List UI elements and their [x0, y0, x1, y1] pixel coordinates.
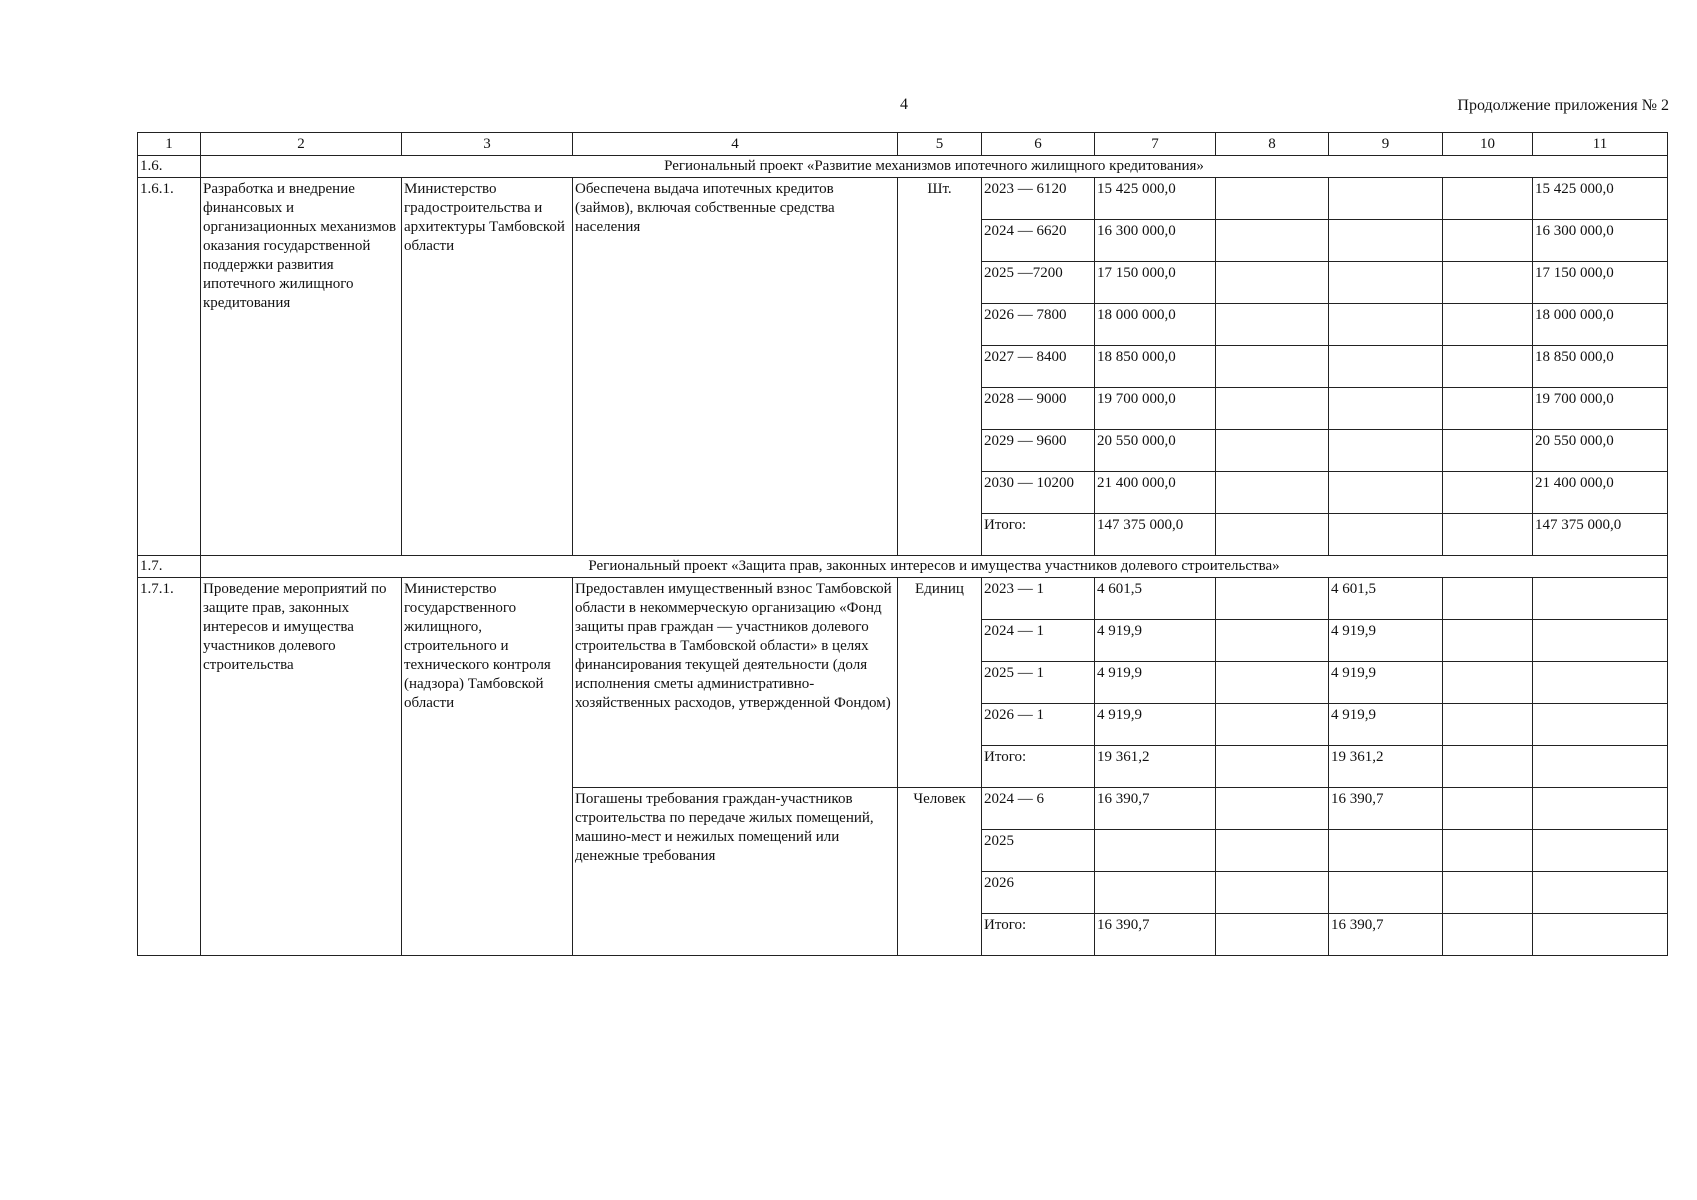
amount-col11: 16 300 000,0	[1533, 220, 1668, 262]
amount-col11: 18 000 000,0	[1533, 304, 1668, 346]
unit: Шт.	[898, 178, 982, 556]
amount-col8	[1216, 514, 1329, 556]
amount-col9	[1329, 514, 1443, 556]
amount-col7: 18 850 000,0	[1095, 346, 1216, 388]
page-number: 4	[900, 96, 908, 113]
amount-col9	[1329, 304, 1443, 346]
program-table	[137, 132, 1668, 956]
amount-col10	[1443, 578, 1533, 620]
activity-name: Разработка и внедрение финансовых и организационных механизмов оказания государственной поддержки развития ипотечного жилищного кредитования	[201, 178, 402, 556]
amount-col7	[1095, 830, 1216, 872]
amount-col9: 4 919,9	[1329, 662, 1443, 704]
amount-col11	[1533, 704, 1668, 746]
amount-col7: 19 361,2	[1095, 746, 1216, 788]
amount-col7: 147 375 000,0	[1095, 514, 1216, 556]
amount-col9	[1329, 346, 1443, 388]
amount-col8	[1216, 872, 1329, 914]
result-description: Предоставлен имущественный взнос Тамбовской области в некоммерческую организацию «Фонд защиты прав граждан — участников долевого строительства в Тамбовской области» в целях финансирования текущей деятельности (доля исполнения сметы административно-хозяйственных расходов, утвержденной Фондом)	[573, 578, 898, 788]
amount-col7: 4 919,9	[1095, 704, 1216, 746]
indicator-value: 2024 — 6620	[982, 220, 1095, 262]
amount-col9	[1329, 220, 1443, 262]
amount-col10	[1443, 746, 1533, 788]
amount-col11: 15 425 000,0	[1533, 178, 1668, 220]
indicator-value: Итого:	[982, 914, 1095, 956]
amount-col8	[1216, 178, 1329, 220]
header-cell: 3	[402, 133, 573, 156]
amount-col9: 19 361,2	[1329, 746, 1443, 788]
amount-col10	[1443, 220, 1533, 262]
indicator-value: 2025 — 1	[982, 662, 1095, 704]
amount-col11	[1533, 578, 1668, 620]
amount-col10	[1443, 662, 1533, 704]
amount-col10	[1443, 704, 1533, 746]
unit: Человек	[898, 788, 982, 956]
amount-col11	[1533, 914, 1668, 956]
header-cell: 2	[201, 133, 402, 156]
indicator-value: 2024 — 1	[982, 620, 1095, 662]
amount-col8	[1216, 746, 1329, 788]
amount-col11: 17 150 000,0	[1533, 262, 1668, 304]
header-cell: 11	[1533, 133, 1668, 156]
amount-col8	[1216, 578, 1329, 620]
indicator-value: 2030 — 10200	[982, 472, 1095, 514]
amount-col8	[1216, 662, 1329, 704]
amount-col10	[1443, 620, 1533, 662]
amount-col10	[1443, 304, 1533, 346]
indicator-value: 2025 —7200	[982, 262, 1095, 304]
amount-col8	[1216, 620, 1329, 662]
result-description: Обеспечена выдача ипотечных кредитов (займов), включая собственные средства населения	[573, 178, 898, 556]
amount-col9: 4 919,9	[1329, 704, 1443, 746]
row-number: 1.6.1.	[138, 178, 201, 556]
indicator-value: 2024 — 6	[982, 788, 1095, 830]
amount-col8	[1216, 472, 1329, 514]
amount-col11	[1533, 788, 1668, 830]
amount-col11: 19 700 000,0	[1533, 388, 1668, 430]
amount-col8	[1216, 304, 1329, 346]
header-cell: 4	[573, 133, 898, 156]
amount-col10	[1443, 472, 1533, 514]
section-number: 1.7.	[138, 556, 201, 578]
amount-col10	[1443, 346, 1533, 388]
activity-name: Проведение мероприятий по защите прав, законных интересов и имущества участников долевого строительства	[201, 578, 402, 956]
header-cell: 9	[1329, 133, 1443, 156]
header-cell: 6	[982, 133, 1095, 156]
header-row	[138, 133, 1668, 156]
amount-col8	[1216, 914, 1329, 956]
amount-col7: 16 390,7	[1095, 914, 1216, 956]
header-cell: 5	[898, 133, 982, 156]
amount-col10	[1443, 914, 1533, 956]
amount-col10	[1443, 514, 1533, 556]
amount-col8	[1216, 788, 1329, 830]
header-cell: 8	[1216, 133, 1329, 156]
indicator-value: 2027 — 8400	[982, 346, 1095, 388]
amount-col11: 20 550 000,0	[1533, 430, 1668, 472]
amount-col7: 19 700 000,0	[1095, 388, 1216, 430]
continuation-label: Продолжение приложения № 2	[1457, 97, 1669, 114]
amount-col8	[1216, 220, 1329, 262]
indicator-value: 2025	[982, 830, 1095, 872]
amount-col8	[1216, 830, 1329, 872]
amount-col9	[1329, 472, 1443, 514]
amount-col7: 4 601,5	[1095, 578, 1216, 620]
row-number: 1.7.1.	[138, 578, 201, 956]
amount-col7: 20 550 000,0	[1095, 430, 1216, 472]
header-cell: 7	[1095, 133, 1216, 156]
amount-col8	[1216, 388, 1329, 430]
header-cell: 1	[138, 133, 201, 156]
amount-col7: 17 150 000,0	[1095, 262, 1216, 304]
amount-col10	[1443, 872, 1533, 914]
amount-col11	[1533, 830, 1668, 872]
section-row	[138, 556, 1668, 578]
result-description: Погашены требования граждан-участников строительства по передаче жилых помещений, машино-мест и нежилых помещений или денежные требования	[573, 788, 898, 956]
amount-col10	[1443, 830, 1533, 872]
amount-col11: 18 850 000,0	[1533, 346, 1668, 388]
amount-col7	[1095, 872, 1216, 914]
amount-col7: 15 425 000,0	[1095, 178, 1216, 220]
executor-name: Министерство государственного жилищного, строительного и технического контроля (надзора) Тамбовской области	[402, 578, 573, 956]
amount-col9: 16 390,7	[1329, 788, 1443, 830]
table-row	[138, 178, 1668, 220]
amount-col9	[1329, 388, 1443, 430]
indicator-value: 2023 — 1	[982, 578, 1095, 620]
indicator-value: 2029 — 9600	[982, 430, 1095, 472]
section-row	[138, 156, 1668, 178]
indicator-value: Итого:	[982, 514, 1095, 556]
amount-col8	[1216, 430, 1329, 472]
amount-col10	[1443, 430, 1533, 472]
amount-col9: 4 919,9	[1329, 620, 1443, 662]
amount-col7: 21 400 000,0	[1095, 472, 1216, 514]
indicator-value: 2026 — 1	[982, 704, 1095, 746]
amount-col10	[1443, 788, 1533, 830]
amount-col8	[1216, 346, 1329, 388]
amount-col7: 4 919,9	[1095, 662, 1216, 704]
amount-col10	[1443, 262, 1533, 304]
table-row	[138, 578, 1668, 620]
amount-col9	[1329, 872, 1443, 914]
indicator-value: 2023 — 6120	[982, 178, 1095, 220]
amount-col9: 16 390,7	[1329, 914, 1443, 956]
unit: Единиц	[898, 578, 982, 788]
amount-col11	[1533, 620, 1668, 662]
amount-col11	[1533, 662, 1668, 704]
indicator-value: 2026 — 7800	[982, 304, 1095, 346]
amount-col8	[1216, 704, 1329, 746]
amount-col11: 21 400 000,0	[1533, 472, 1668, 514]
amount-col7: 16 390,7	[1095, 788, 1216, 830]
amount-col8	[1216, 262, 1329, 304]
amount-col11: 147 375 000,0	[1533, 514, 1668, 556]
indicator-value: Итого:	[982, 746, 1095, 788]
amount-col7: 18 000 000,0	[1095, 304, 1216, 346]
executor-name: Министерство градостроительства и архитектуры Тамбовской области	[402, 178, 573, 556]
indicator-value: 2026	[982, 872, 1095, 914]
header-cell: 10	[1443, 133, 1533, 156]
amount-col9	[1329, 262, 1443, 304]
amount-col9	[1329, 830, 1443, 872]
indicator-value: 2028 — 9000	[982, 388, 1095, 430]
section-number: 1.6.	[138, 156, 201, 178]
amount-col10	[1443, 388, 1533, 430]
amount-col9	[1329, 430, 1443, 472]
section-title: Региональный проект «Развитие механизмов ипотечного жилищного кредитования»	[201, 156, 1668, 178]
amount-col9: 4 601,5	[1329, 578, 1443, 620]
amount-col9	[1329, 178, 1443, 220]
amount-col11	[1533, 746, 1668, 788]
amount-col7: 16 300 000,0	[1095, 220, 1216, 262]
amount-col10	[1443, 178, 1533, 220]
amount-col11	[1533, 872, 1668, 914]
section-title: Региональный проект «Защита прав, законных интересов и имущества участников долевого строительства»	[201, 556, 1668, 578]
amount-col7: 4 919,9	[1095, 620, 1216, 662]
